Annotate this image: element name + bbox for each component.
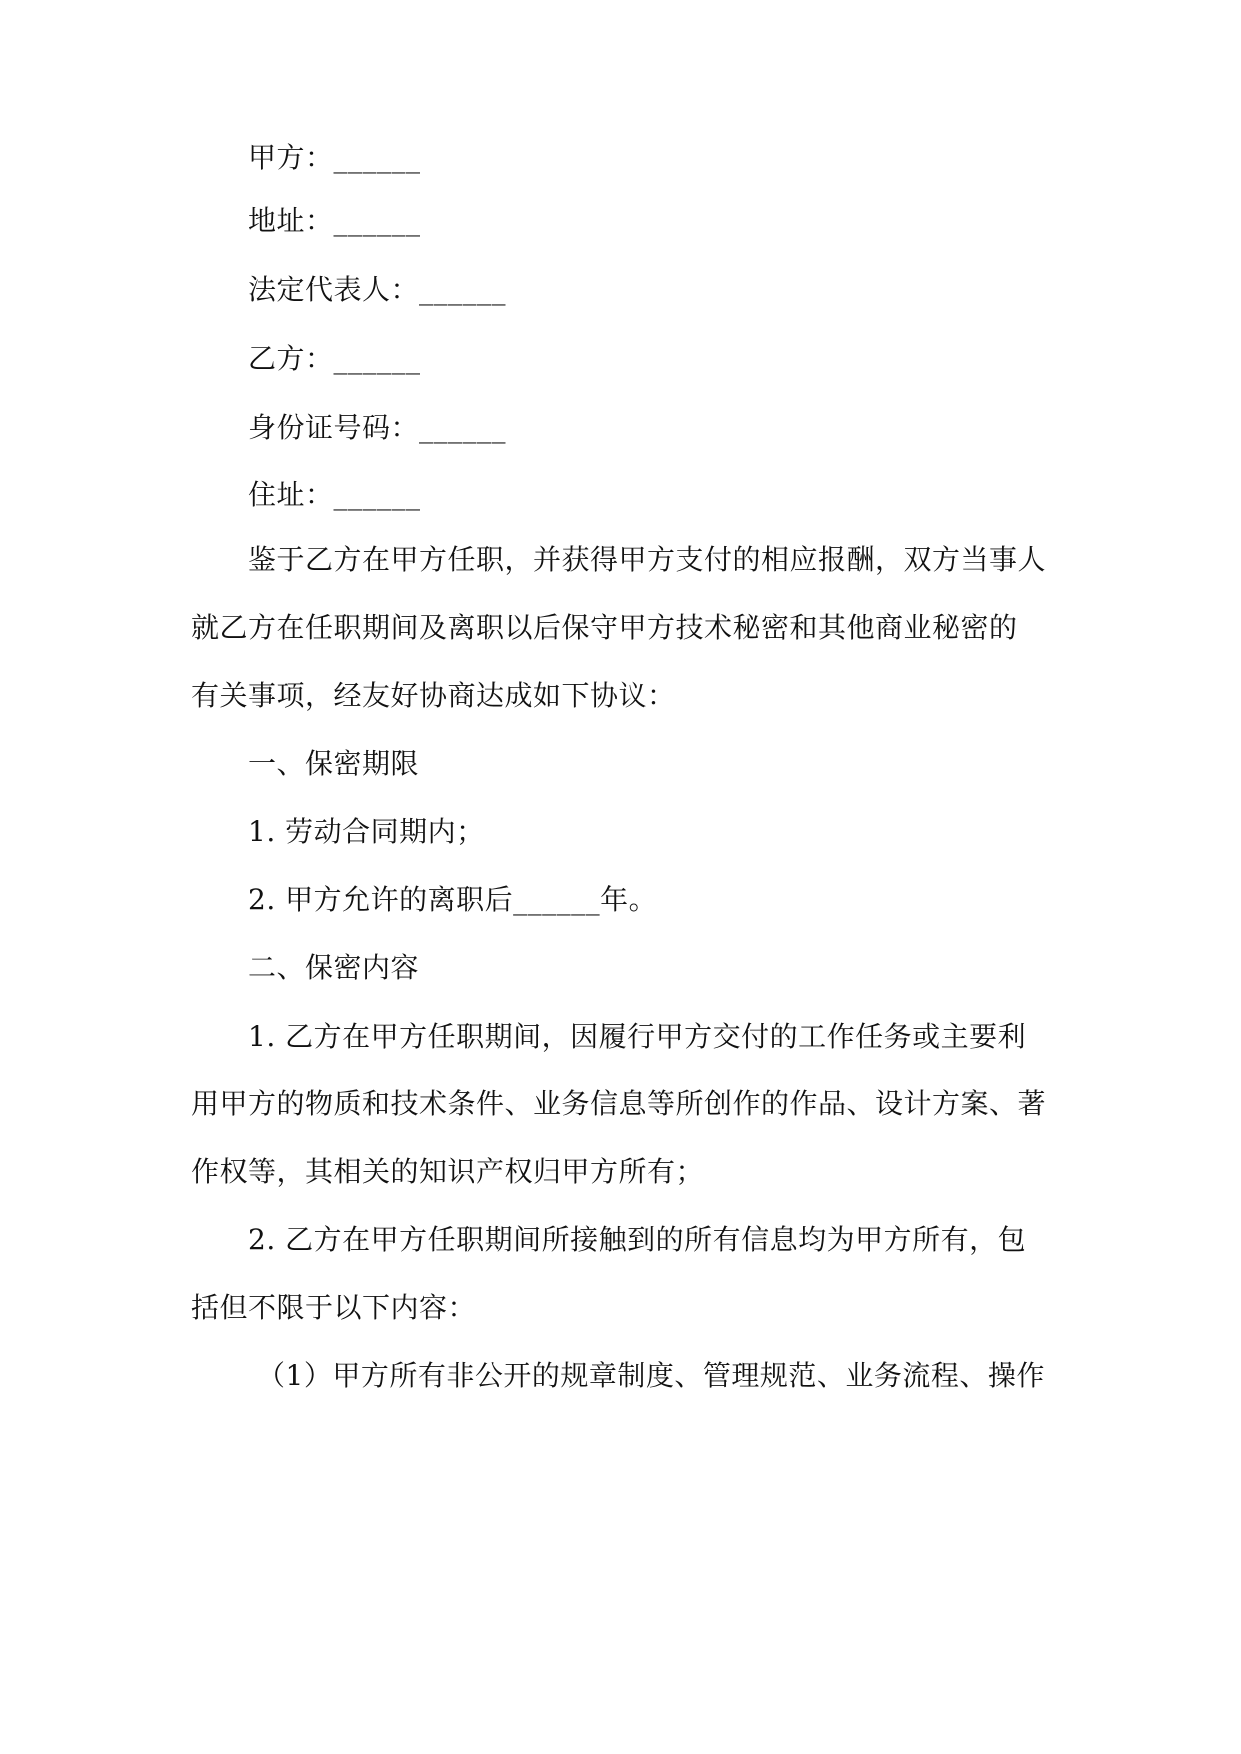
id-number-label: 身份证号码： (248, 411, 420, 444)
preamble-line-3: 有关事项，经友好协商达成如下协议： (191, 679, 676, 712)
party-a-field (248, 138, 421, 178)
id-number-field (248, 408, 506, 448)
address-field (248, 201, 421, 241)
section2-subitem-1: （1）甲方所有非公开的规章制度、管理规范、业务流程、操作 (257, 1359, 1045, 1392)
party-b-label: 乙方： (248, 342, 334, 375)
legal-rep-blank: ______ (419, 273, 507, 306)
party-a-label: 甲方： (248, 141, 334, 174)
section2-item1-line-2: 用甲方的物质和技术条件、业务信息等所创作的作品、设计方案、著 (191, 1087, 1047, 1120)
party-b-field (248, 339, 421, 379)
address-blank: ______ (333, 204, 421, 237)
section2-item2-line-1: 2. 乙方在甲方任职期间所接触到的所有信息均为甲方所有，包 (248, 1223, 1027, 1256)
section1-item-1: 1. 劳动合同期内； (248, 815, 485, 848)
section2-item1-line-1: 1. 乙方在甲方任职期间，因履行甲方交付的工作任务或主要利 (248, 1020, 1027, 1053)
section2-item1-line-3: 作权等，其相关的知识产权归甲方所有； (191, 1155, 705, 1188)
section1-item-2: 2. 甲方允许的离职后______年。 (248, 883, 658, 916)
preamble-line-1: 鉴于乙方在甲方任职，并获得甲方支付的相应报酬，双方当事人 (248, 543, 1047, 576)
section2-item2-line-2: 括但不限于以下内容： (191, 1291, 477, 1324)
legal-rep-field (248, 270, 506, 310)
residence-blank: ______ (333, 478, 421, 511)
party-b-blank: ______ (333, 342, 421, 375)
section1-heading: 一、保密期限 (248, 747, 420, 780)
legal-rep-label: 法定代表人： (248, 273, 420, 306)
section2-heading: 二、保密内容 (248, 951, 420, 984)
residence-label: 住址： (248, 478, 334, 511)
address-label: 地址： (248, 204, 334, 237)
party-a-blank: ______ (333, 141, 421, 174)
preamble-line-2: 就乙方在任职期间及离职以后保守甲方技术秘密和其他商业秘密的 (191, 611, 1018, 644)
id-number-blank: ______ (419, 411, 507, 444)
residence-field (248, 475, 421, 515)
